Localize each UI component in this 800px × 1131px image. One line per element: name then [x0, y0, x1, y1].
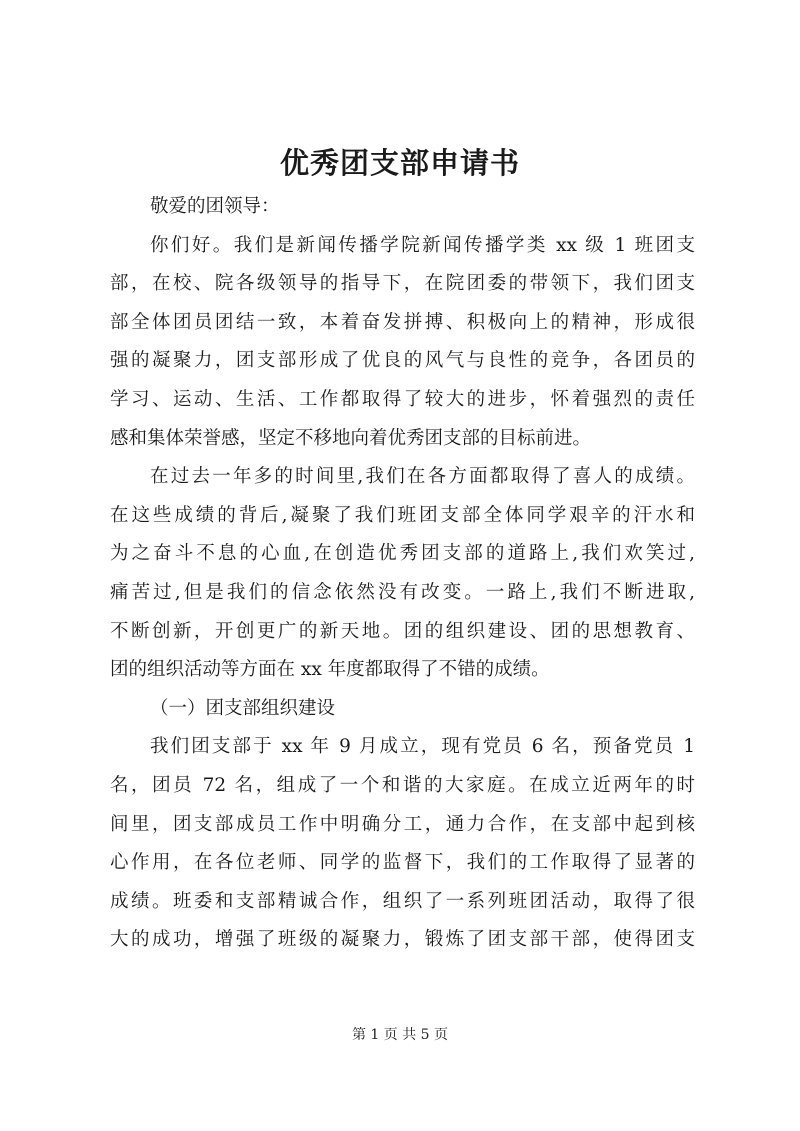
body-line: 间里，团支部成员工作中明确分工，通力合作，在支部中起到核 — [110, 813, 695, 835]
body-line: 部全体团员团结一致，本着奋发拼搏、积极向上的精神，形成很 — [110, 311, 695, 333]
body-line: 不断创新，开创更广的新天地。团的组织建设、团的思想教育、 — [110, 620, 695, 642]
body-line: 强的凝聚力，团支部形成了优良的风气与良性的竞争，各团员的 — [110, 350, 695, 372]
body-line: 心作用，在各位老师、同学的监督下，我们的工作取得了显著的 — [110, 852, 695, 874]
body-line: 部，在校、院各级领导的指导下，在院团委的带领下，我们团支 — [110, 273, 695, 295]
salutation: 敬爱的团领导： — [150, 196, 280, 217]
body-line: 感和集体荣誉感，坚定不移地向着优秀团支部的目标前进。 — [110, 427, 592, 449]
body-line: 团的组织活动等方面在 xx 年度都取得了不错的成绩。 — [110, 659, 550, 681]
body-line: 成绩。班委和支部精诚合作，组织了一系列班团活动，取得了很 — [110, 890, 695, 912]
document-body — [110, 188, 695, 960]
body-line: 学习、运动、生活、工作都取得了较大的进步，怀着强烈的责任 — [110, 388, 695, 410]
body-line: 名，团员 72 名，组成了一个和谐的大家庭。在成立近两年的时 — [110, 774, 695, 796]
body-line: 为之奋斗不息的心血,在创造优秀团支部的道路上,我们欢笑过, — [110, 543, 695, 565]
section-heading: （一）团支部组织建设 — [150, 697, 336, 719]
body-line: 你们好。我们是新闻传播学院新闻传播学类 xx 级 1 班团支 — [150, 234, 695, 256]
body-line: 痛苦过,但是我们的信念依然没有改变。一路上,我们不断进取, — [110, 581, 695, 603]
body-line: 在过去一年多的时间里,我们在各方面都取得了喜人的成绩。 — [150, 466, 695, 488]
body-line: 我们团支部于 xx 年 9 月成立，现有党员 6 名，预备党员 1 — [150, 736, 695, 758]
page-footer: 第 1 页 共 5 页 — [351, 1027, 449, 1043]
body-line: 大的成功，增强了班级的凝聚力，锻炼了团支部干部，使得团支 — [110, 929, 695, 951]
document-title: 优秀团支部申请书 — [279, 146, 520, 180]
body-line: 在这些成绩的背后,凝聚了我们班团支部全体同学艰辛的汗水和 — [110, 504, 695, 526]
